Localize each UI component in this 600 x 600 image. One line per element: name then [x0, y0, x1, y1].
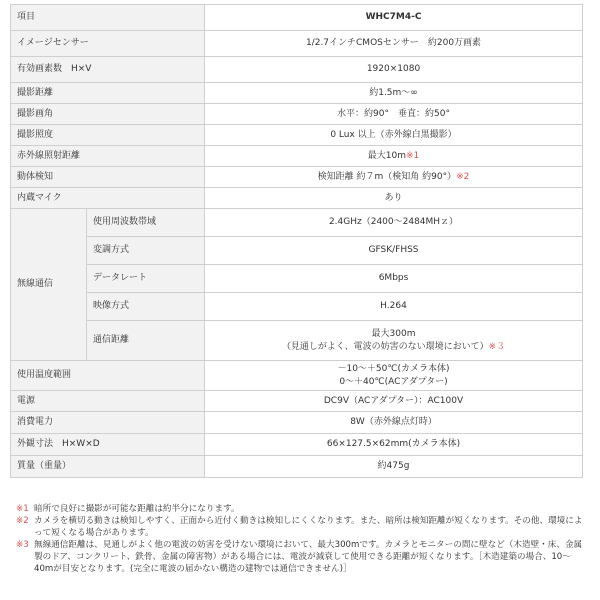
footnote-text: 暗所で良好に撮影が可能な距離は約半分になります。 [34, 504, 240, 514]
table-row [11, 146, 583, 167]
row-value: GFSK/FHSS [205, 237, 583, 265]
table-header-row [11, 5, 583, 31]
row-label: 赤外線照射距離 [11, 146, 205, 167]
footnote-text: 無線通信距離は、見通しがよく他の電波の妨害を受けない環境において、最大300mです。カメラとモニターの間に壁など（木造壁・床、金属製のドア、コンクリート、鉄骨、金属の障害物）がある場合には、電波が減衰して使用できる距離が短くなります。［木造建築の場合、10～40mが目安となります。(完全に電波の届かない構造の建物では通信できません)］ [34, 540, 583, 574]
table-row [11, 167, 583, 188]
row-label: イメージセンサー [11, 31, 205, 57]
value-line: 0～＋40℃(ACアダプター) [339, 376, 448, 387]
row-label: 動体検知 [11, 167, 205, 188]
footnote-mark: ※1 [405, 150, 420, 161]
row-label: 内蔵マイク [11, 188, 205, 209]
row-label: 質量（重量） [11, 456, 205, 478]
wireless-group-label: 無線通信 [11, 209, 87, 361]
row-label: 使用周波数帯域 [87, 209, 205, 237]
row-label: 使用温度範囲 [11, 361, 205, 391]
value-line: －10～＋50℃(カメラ本体) [337, 363, 450, 374]
row-value: DC9V（ACアダプター）：AC100V [205, 391, 583, 412]
table-row [11, 456, 583, 478]
footnote-mark: ※3 [16, 540, 29, 550]
table-row [11, 412, 583, 434]
footnote-text: カメラを横切る動きは検知しやすく、正面から近付く動きは検知しにくくなります。また、暗所は検知距離が短くなります。その他、環境によって短くなる場合があります。 [34, 516, 583, 538]
table-row [11, 391, 583, 412]
row-value [205, 321, 583, 361]
table-row [11, 209, 583, 237]
value-line [211, 341, 576, 354]
row-value [205, 167, 583, 188]
value-text: （見通しがよく、電波の妨害のない環境において） [281, 341, 489, 352]
table-row [11, 237, 583, 265]
value-text: 検知距離 約７m（検知角 約90°） [317, 171, 457, 182]
row-value: 8W（赤外線点灯時） [205, 412, 583, 434]
row-label: 消費電力 [11, 412, 205, 434]
row-value: あり [205, 188, 583, 209]
row-value: 約1.5m～∞ [205, 83, 583, 104]
row-label: 撮影照度 [11, 125, 205, 146]
value-line: 最大300m [371, 328, 416, 339]
table-row [11, 83, 583, 104]
row-value [205, 146, 583, 167]
row-label: データレート [87, 265, 205, 293]
row-value: 2.4GHz（2400～2484MHｚ） [205, 209, 583, 237]
row-value: 0 Lux 以上（赤外線白黒撮影） [205, 125, 583, 146]
table-row [11, 125, 583, 146]
footnote-mark: ※2 [16, 516, 29, 526]
table-row [11, 434, 583, 456]
table-row [11, 361, 583, 391]
footnotes [16, 503, 586, 575]
row-label: 通信距離 [87, 321, 205, 361]
row-value: H.264 [205, 293, 583, 321]
model-number: WHC7M4-C [205, 5, 583, 31]
value-text: 最大10m [367, 150, 406, 161]
row-value: 6Mbps [205, 265, 583, 293]
row-value: 水平：約90° 垂直：約50° [205, 104, 583, 125]
row-value [205, 361, 583, 391]
table-row [11, 31, 583, 57]
footnote-mark: ※1 [16, 504, 29, 514]
table-row [11, 104, 583, 125]
footnote-mark: ※３ [488, 341, 506, 352]
footnote [16, 515, 586, 539]
row-label: 電源 [11, 391, 205, 412]
table-row [11, 293, 583, 321]
row-label: 変調方式 [87, 237, 205, 265]
table-row [11, 265, 583, 293]
row-value: 66×127.5×62mm(カメラ本体) [205, 434, 583, 456]
spec-table [10, 4, 583, 478]
row-value: 1920×1080 [205, 57, 583, 83]
row-label: 外観寸法 H×W×D [11, 434, 205, 456]
row-label: 撮影画角 [11, 104, 205, 125]
footnote [16, 539, 586, 575]
row-value: 1/2.7インチCMOSセンサー 約200万画素 [205, 31, 583, 57]
table-row [11, 57, 583, 83]
footnote-mark: ※2 [456, 171, 470, 182]
row-label: 有効画素数 H×V [11, 57, 205, 83]
footnote [16, 503, 586, 515]
row-value: 約475g [205, 456, 583, 478]
row-label: 撮影距離 [11, 83, 205, 104]
row-label: 映像方式 [87, 293, 205, 321]
header-label: 項目 [11, 5, 205, 31]
table-row [11, 188, 583, 209]
table-row [11, 321, 583, 361]
